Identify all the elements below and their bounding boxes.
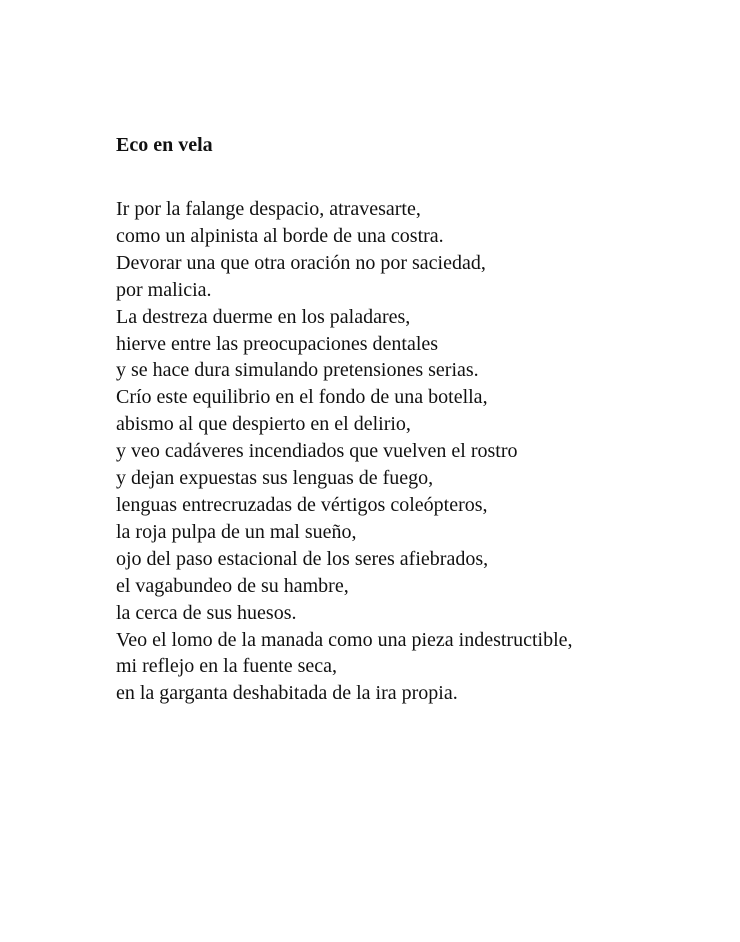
poem-line: el vagabundeo de su hambre, bbox=[116, 574, 349, 597]
poem-line: Crío este equilibrio en el fondo de una botella, bbox=[116, 386, 488, 409]
poem-line: por malicia. bbox=[116, 278, 212, 301]
poem-line: en la garganta deshabitada de la ira propia. bbox=[116, 682, 458, 705]
poem-title: Eco en vela bbox=[116, 134, 213, 156]
poem-line: hierve entre las preocupaciones dentales bbox=[116, 332, 439, 355]
poem bbox=[116, 131, 726, 705]
poem-line: y se hace dura simulando pretensiones serias. bbox=[116, 359, 479, 382]
poem-line: la cerca de sus huesos. bbox=[116, 601, 297, 624]
poem-line: y dejan expuestas sus lenguas de fuego, bbox=[116, 467, 434, 490]
poem-line: como un alpinista al borde de una costra. bbox=[116, 224, 444, 247]
poem-line: La destreza duerme en los paladares, bbox=[116, 305, 411, 328]
poem-line: Ir por la falange despacio, atravesarte, bbox=[116, 198, 421, 220]
poem-line: Veo el lomo de la manada como una pieza indestructible, bbox=[116, 628, 573, 651]
poem-body bbox=[116, 196, 573, 707]
poem-line: lenguas entrecruzadas de vértigos coleópteros, bbox=[116, 493, 488, 516]
poem-line: mi reflejo en la fuente seca, bbox=[116, 655, 337, 678]
poem-line: ojo del paso estacional de los seres afiebrados, bbox=[116, 547, 489, 570]
poem-line: la roja pulpa de un mal sueño, bbox=[116, 520, 357, 543]
poem-line: abismo al que despierto en el delirio, bbox=[116, 413, 411, 436]
poem-line: y veo cadáveres incendiados que vuelven el rostro bbox=[116, 440, 518, 463]
poem-line: Devorar una que otra oración no por saciedad, bbox=[116, 251, 486, 274]
